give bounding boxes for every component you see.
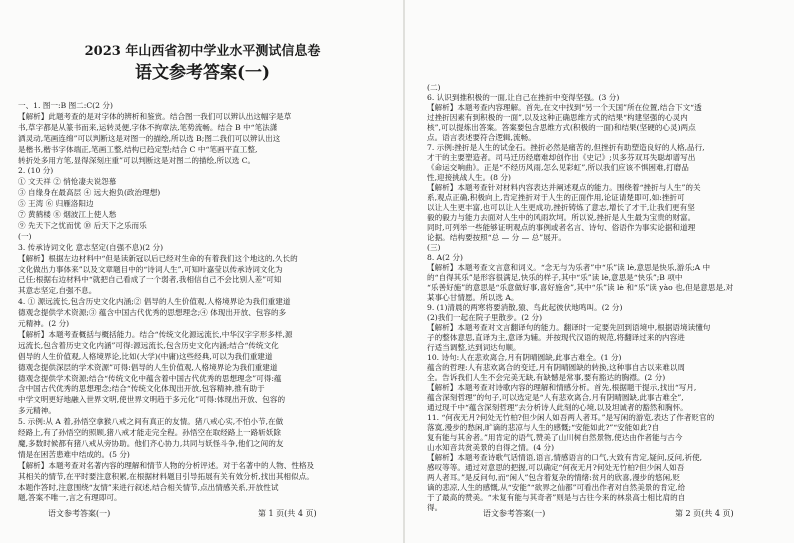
text-line: 全。告诉我们人生不会完美无缺,有缺憾是常事,要有豁达的胸襟。(2 分) [427, 373, 666, 382]
text-line: ③ 自缘身在最高层 ④ 远大抱负(政治理想) [18, 188, 161, 198]
text-line: “乐善好施”的意思是“乐意做好事,喜好施舍”,其中“乐”读 lè 和“乐”读 yào 也,但是意思是,对 [427, 283, 734, 292]
text-line: 情是在困苦患难中结成的。(5 分) [18, 449, 130, 459]
text-line: 是楷书,楷书字体端正,笔画工整,结构已趋定型;结合 C 中“笔画平直工整, [18, 144, 258, 154]
answer-page-2 [405, 0, 794, 543]
text-line: 6. 认识到推积极的一面,让自己在挫折中变得坚强。(3 分) [427, 93, 620, 102]
text-line: 【解析】本题考查对名著内容的理解和情节人物的分析评述。对于名著中的人物、性格及 [18, 460, 315, 470]
text-line: (二) [427, 83, 441, 92]
text-line: 德观念提供深层的学术资源”可得:倡导的人生价值观,人格境界论为我们重建道 [18, 362, 278, 372]
text-line: 其相关的情节,在平时要注意积累,在根据材料题目引导拓展有关有效分析,找出其相似点。 [18, 471, 314, 481]
text-line: ① 文天祥 ② 悄怆凄夫说怨慕 [18, 177, 117, 187]
text-line: 【解析】此题考查的是对字体的辨析和鉴赏。结合图一我们可以辨认出这幅字是草 [18, 111, 292, 121]
text-line: 远流长,包含着历史文化内涵”可得:源远流长,包含历史文化内涵;结合“传统文化 [18, 340, 279, 350]
text-line: 中学文明更好地融入世界文明,使世界文明趋于多元化”可得:体现出开放、包容的 [18, 395, 286, 405]
text-line: 性,迎接挑战人生。(8 分) [427, 173, 511, 182]
text-line: 落寞,漫步的愁闲,旷谪的悲凉与人生的感慨;“安能如此?”“安能如此?自 [427, 423, 660, 432]
text-line: ⑨ 先天下之忧而忧 ⑩ 后天下之乐而乐 [18, 220, 147, 230]
text-line: 本题作答时,注意围绕“友情”来进行叙述,结合相关情节,点出情感关系,开放性试 [18, 482, 279, 492]
text-line: ⑦ 黄鹤楼 ⑧ 烟波江上使人愁 [18, 210, 117, 219]
text-line: 蕴含深刻哲理”的句子,可以选定是“人有悲欢离合,月有阴晴圆缺,此事古难全”, [427, 393, 684, 402]
text-line: 通过现千中“蕴含深刻哲理”去分析诗人此刻的心境,以及坦诚者的豁然和胸怀。 [427, 403, 688, 412]
text-line: (一) [18, 231, 32, 241]
text-line: 10. 诗句:人在悲欢离合,月有阴晴圆缺,此事古难全。(1 分) [427, 353, 622, 362]
text-line: 复有能与其舍者。”用肯定的语气,赞美了山川树自然景物,使达由作者能与古今 [427, 433, 683, 442]
text-line: 5. 示例:从 A 着,孙悟空拿猴八戒之间有真正的友情。猪八戒心实,不怕小节,在做 [18, 417, 284, 427]
text-line: 德观念提供学术资源;③ 蕴含中国古代优秀的思想理念;④ 体现出开放、包容的多 [18, 308, 287, 318]
text-line: 其意志坚定,自强不息。 [18, 286, 97, 296]
text-line: 某事心甘情愿。所以选 A。 [427, 293, 519, 302]
text-line: 蕴含的哲理:人有悲欢离合的变迁,月有阴晴圆缺的转换,这种事自古以来难以周 [427, 363, 685, 372]
text-line: 山水知音共赏美景的自得之情。(4 分) [427, 443, 555, 452]
text-line: 4. ① 源远流长,包含历史文化内涵;② 倡导的人生价值观,人格境界论为我们重建道 [18, 297, 291, 307]
text-line: 得。 [427, 503, 443, 512]
text-line: 洒灵动,笔画连绵”可以判断这是对图一的描绘,所以选 B;图二我们可以辨认出这 [18, 133, 281, 143]
text-line: (2)我们一起在院子里散步。(2 分) [427, 313, 543, 322]
text-line: 毅的毅力与能力去面对人生中的风雨坎坷。所以说,挫折是人生最为宝贵的财富。 [427, 213, 696, 222]
text-line: 德观念提供学术资源;结合“传统文化中蕴含着中国古代优秀的思想理念”可得:蕴 [18, 373, 282, 383]
text-line: 点。语言表述要符合逻辑,流畅。 [427, 133, 536, 142]
text-line: 【解析】本题考查内容理解。首先,在文中找到“另一个天国”所在位置,结合下文“透 [427, 103, 702, 112]
text-line: 感叹等等。通过对意思的把握,可以确定“何夜无月?何处无竹柏?但少闲人如吾 [427, 463, 685, 472]
text-line: 2. (10 分) [18, 166, 54, 176]
page-2-footer-left: 语文参考答案(一) [483, 509, 546, 518]
text-line: 【解析】本题考查概括与概括能力。结合“传统文化源远流长,中华汉字字形多样,源 [18, 329, 293, 339]
page-1-footer-page-number: 第 1 页(共 4 页) [258, 509, 317, 518]
text-line: 3. 传承诗词文化 意志坚定(自强不息)(2 分) [18, 242, 164, 252]
text-line: 同时,可列举一些能够证明观点的事例或者名言、诗句、俗语作为事实论据和道理 [427, 223, 696, 232]
text-line: 以让人生更丰富,也可以让人生更成功,挫折铸炼了意志,增长了才干,让我们更有坚 [427, 203, 695, 212]
text-line: 过挫折因素有到积极的一面”,以及这种正确思维方式的结果“构建坚强的心灵内 [427, 113, 688, 122]
text-line: 【解析】本题考查对诗歌内容的理解和情感分析。首先,根据题干提示,找出“写月, [427, 383, 697, 392]
text-line: 论据。结构要按照“总 — 分 — 总”展开。 [427, 233, 566, 242]
text-line: 才干的主要塑造者。司马迁历经磨难却创作出《史记》;贝多芬双耳失聪却谱写出 [427, 153, 696, 162]
text-line: 核”,可以提炼出答案。答案要包含思维方式(积极的一面)和结果(坚硬的心灵)两点 [427, 123, 696, 132]
text-line: 11. “何夜无月?何处无竹柏?但少闲人如吾两人者耳。”是写闲的游览,表达了作者贬官的 [427, 413, 715, 422]
text-line: 《命运交响曲》。正是“不经历风雨,怎么见彩虹”,所以我们应该不惧困难,打磨品 [427, 163, 689, 172]
text-line: 的“自得其乐”是形容很满足,快乐的样子,其中“乐”读 lè,意思是“快乐”;B 项中 [427, 273, 683, 282]
text-line: 经路上,有了孙悟空的照顾,猪八戒才能走完全程。孙悟空在取经路上一路斩妖除 [18, 428, 282, 437]
text-line: 含中国古代优秀的思想理念;结合“传统文化体现出开放,包容精神,推有助于 [18, 384, 265, 394]
text-line: 8. A(2 分) [427, 253, 463, 262]
text-line: 两人者耳。”是反问句,而“闲人”包含着复杂的情绪:贫月的欣喜,漫步的悠闲,贬 [427, 473, 681, 482]
text-line: 7. 示例:挫折是人生的试金石。挫折必然是痛苦的,但挫折有助塑造良好的人格,品行, [427, 143, 705, 152]
answer-key-subtitle: 语文参考答案(一) [134, 63, 271, 83]
text-line: 行适当调整,达到词达句顺。 [427, 343, 521, 352]
text-line: 谪的悲凉,人生的感慨,从“安能”“欲界之仙都”可看出作者对自然美景的肯定,给 [427, 483, 686, 492]
page-2-footer-page-number: 第 2 页(共 4 页) [675, 509, 734, 518]
text-line: 子的整体意思,直译为主,意译为辅。并按现代汉语的规范,将翻译过来的内容进 [427, 333, 685, 342]
text-line: 元精神。(2 分) [18, 319, 70, 328]
text-line: (三) [427, 243, 441, 252]
text-line: 题,答案不唯一,言之有理即可。 [18, 493, 122, 503]
text-line: 【解析】本题考查诗歌气话情语,语言,情感语言的口气,大致有肯定,疑问,反问,祈使, [427, 453, 703, 462]
text-line: 己任;根据右边材料中“就把自己看成了一个弱者,我相信自己不会比别人差”可知 [18, 275, 282, 285]
text-line: 9. (1)清晨的两寒将要消散,猿、鸟此起彼伏地鸣叫。(2 分) [427, 303, 623, 312]
text-line: ⑤ 王湾 ⑥ 归雁洛阳边 [18, 199, 94, 209]
text-line: 一、1. 图一:B 图二:C(2 分) [18, 101, 113, 110]
text-line: 【解析】根据左边材料中“但是读新冠以后已经对生命的有着我们这个地这的,久长的 [18, 253, 298, 263]
text-line: 于了最高的赞美。“未复有能与其奇者”则是与古往今来的林泉高士相比肩的自 [427, 493, 686, 502]
text-line: 书,草字都是从篆书而来,运转灵便,字体不拘章法,笔势流畅。结合 B 中“笔法潇 [18, 122, 278, 132]
text-line: 【解析】本题考查对文言翻译句的能力。翻译时一定要先回到语境中,根据语境读懂句 [427, 323, 711, 332]
text-line: 转折处多用方笔,显得深刻庄重”可以判断这是对图二的描绘,所以选 C。 [18, 155, 256, 165]
text-line: 【解析】本题考查针对材料内容表达并阐述观点的能力。围绕着“挫折与人生”的关 [427, 183, 701, 192]
text-line: 【解析】本题考查文言意和词义。“念无与为乐者”中“乐”读 lè,意思是快乐,游乐;A 中 [427, 263, 711, 272]
text-line: 魔,多数时候都有猪八戒从旁协助。他们齐心协力,共同与妖怪斗争,他们之间的友 [18, 438, 284, 448]
exam-title: 2023 年山西省初中学业水平测试信息卷 [84, 44, 321, 59]
text-line: 倡导的人生价值观,人格境界论,比如(大学)(中庸)这些经典,可以为我们重建道 [18, 351, 273, 361]
page-1-footer-left: 语文参考答案(一) [48, 509, 111, 518]
text-line: 多元精神。 [18, 406, 56, 416]
text-line: 文化做出力事体来”以及文章题目中的“诗词人生”,可知叶嘉莹以传承诗词文化为 [18, 264, 283, 274]
text-line: 系,观点正确,积极向上,肯定挫折对于人生的正面作用,论证请楚即可,如:挫折可 [427, 193, 685, 202]
